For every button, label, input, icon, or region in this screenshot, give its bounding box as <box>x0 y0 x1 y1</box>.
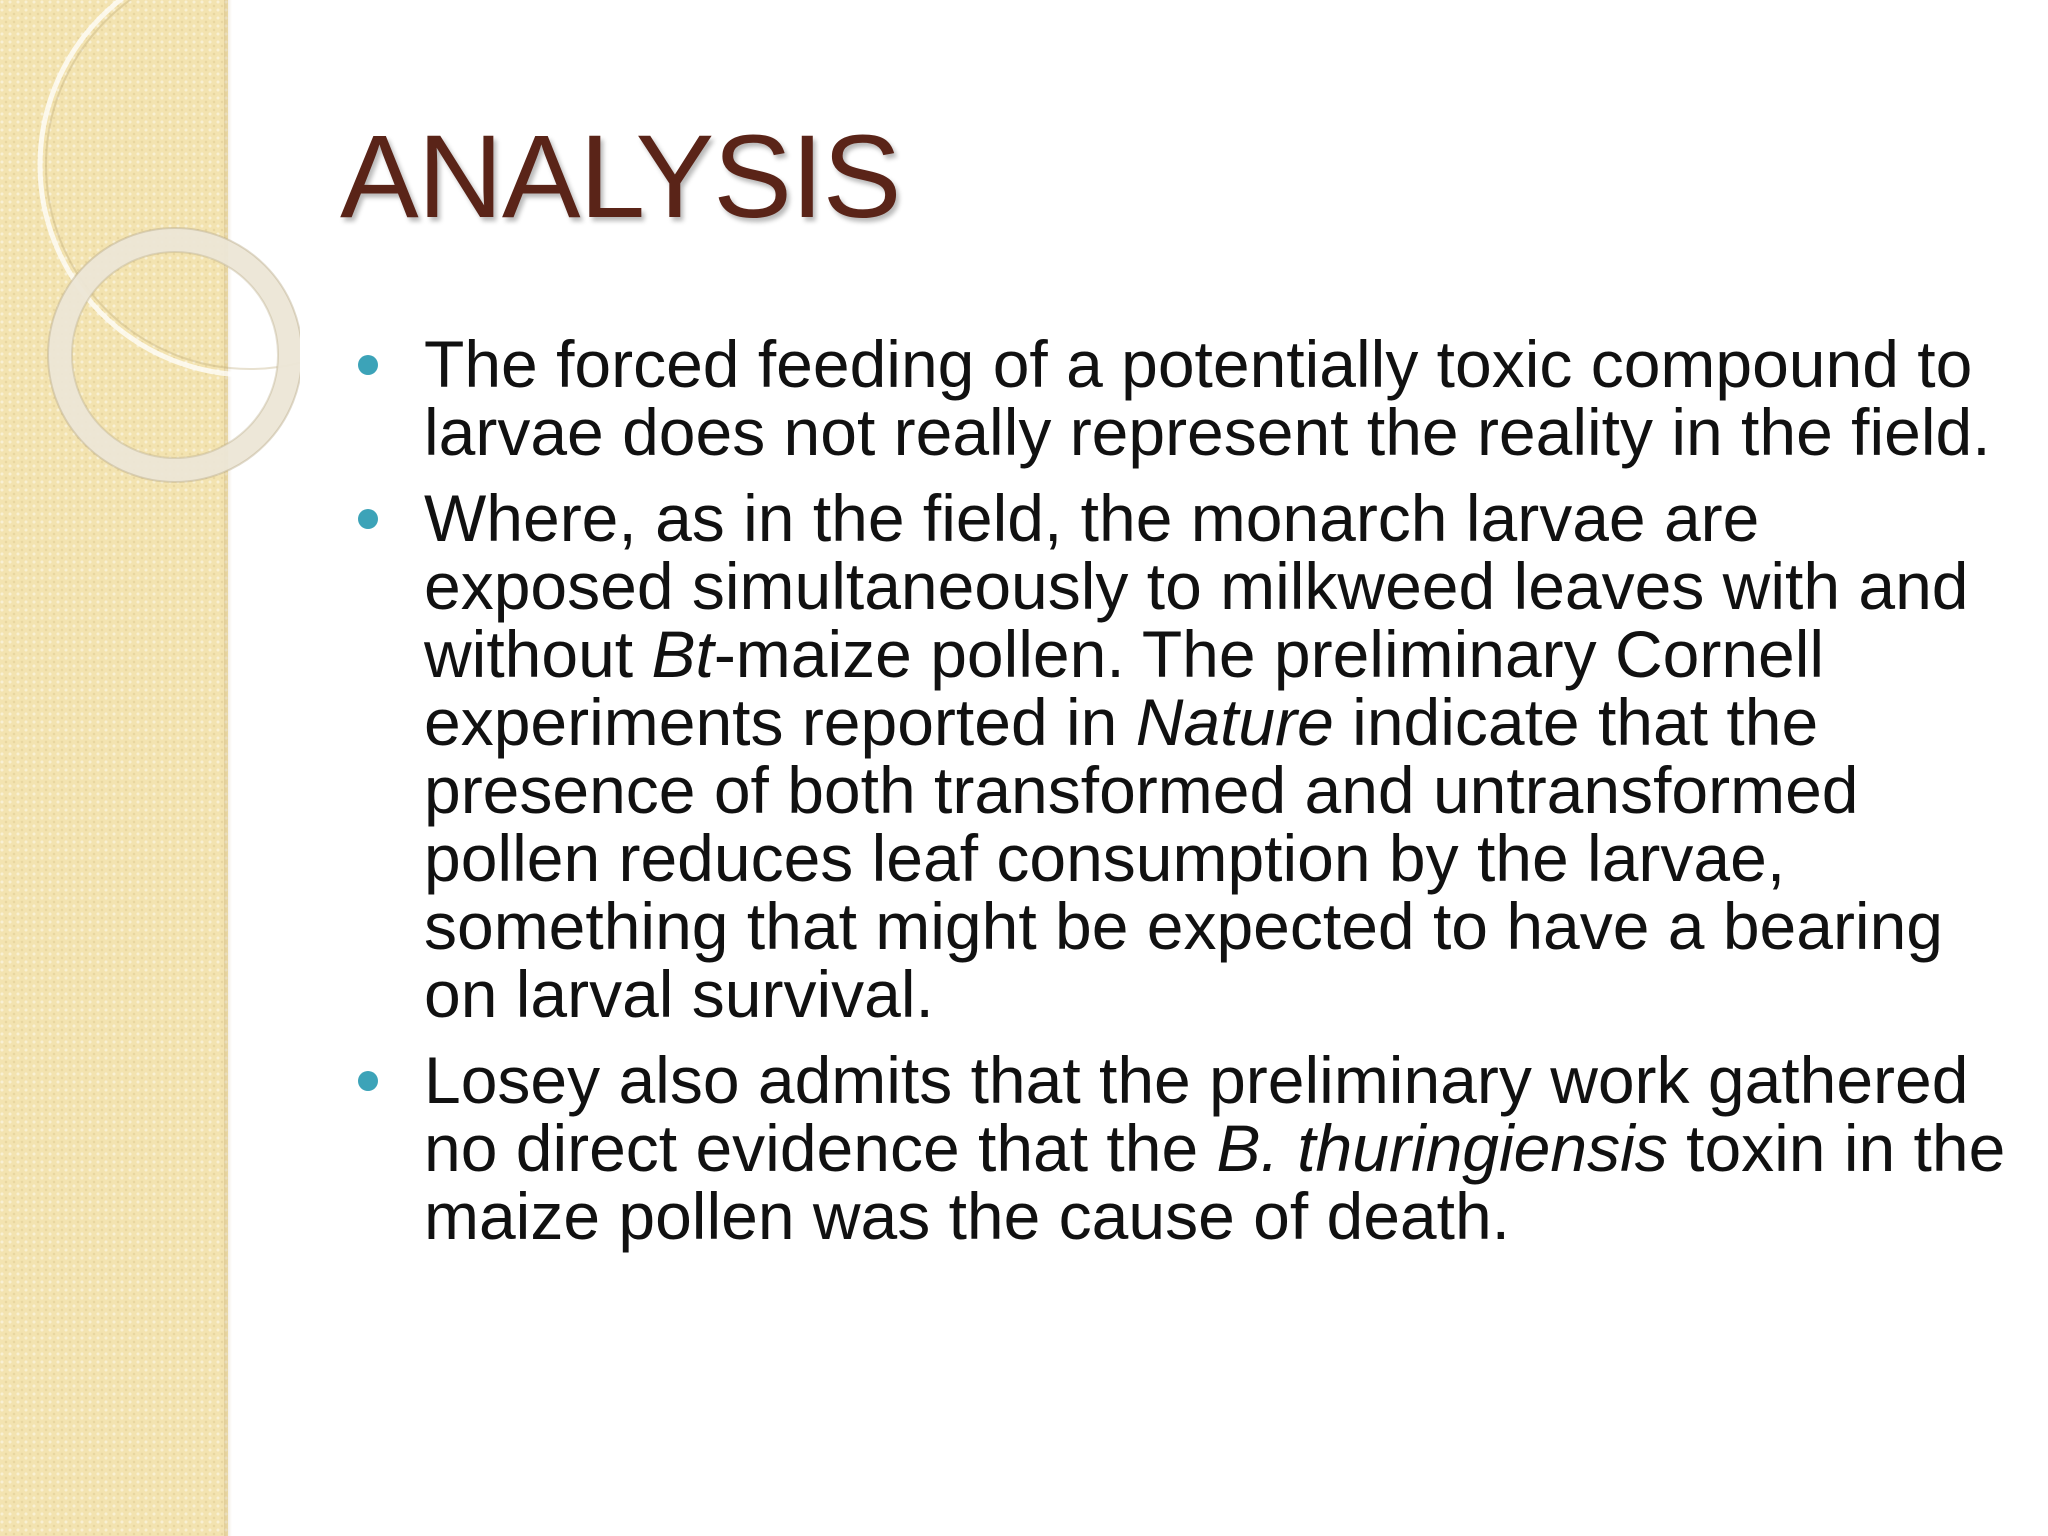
bullet-dot-icon <box>358 1071 378 1091</box>
bullet-text-italic-run: Nature <box>1135 685 1334 759</box>
bullet-text-run: Where, as in the field, the monarch larvae are exposed simultaneously to milkweed leaves with and without <box>424 481 1969 691</box>
bullet-text <box>424 481 1969 1031</box>
bullet-dot-icon <box>358 355 378 375</box>
bullet-text-run: The forced feeding of a potentially toxic compound to larvae does not really represent the reality in the field. <box>424 327 1991 469</box>
bullet-dot-icon <box>358 509 378 529</box>
bullet-text-run: -maize pollen. The preliminary Cornell experiments reported in <box>424 617 1825 759</box>
bullet-text-italic-run: B. thuringiensis <box>1216 1111 1668 1185</box>
bullet-text <box>424 327 1991 469</box>
bullet-text <box>424 1043 2005 1253</box>
bullet-item <box>356 327 2006 469</box>
bullet-item <box>356 481 2006 1031</box>
decorative-rings-icon <box>0 0 300 520</box>
bullet-text-italic-run: Bt <box>651 617 714 691</box>
bullet-text-run: indicate that the presence of both transformed and untransformed pollen reduces leaf consumption by the larvae, something that might be expected to have a bearing on larval survival. <box>424 685 1943 1031</box>
bullet-list <box>356 327 2006 1268</box>
bullet-text-run: toxin in the maize pollen was the cause of death. <box>424 1111 2006 1253</box>
bullet-item <box>356 1043 2006 1253</box>
slide-title: ANALYSIS <box>340 111 901 243</box>
bullet-text-run: Losey also admits that the preliminary work gathered no direct evidence that the <box>424 1043 1969 1185</box>
